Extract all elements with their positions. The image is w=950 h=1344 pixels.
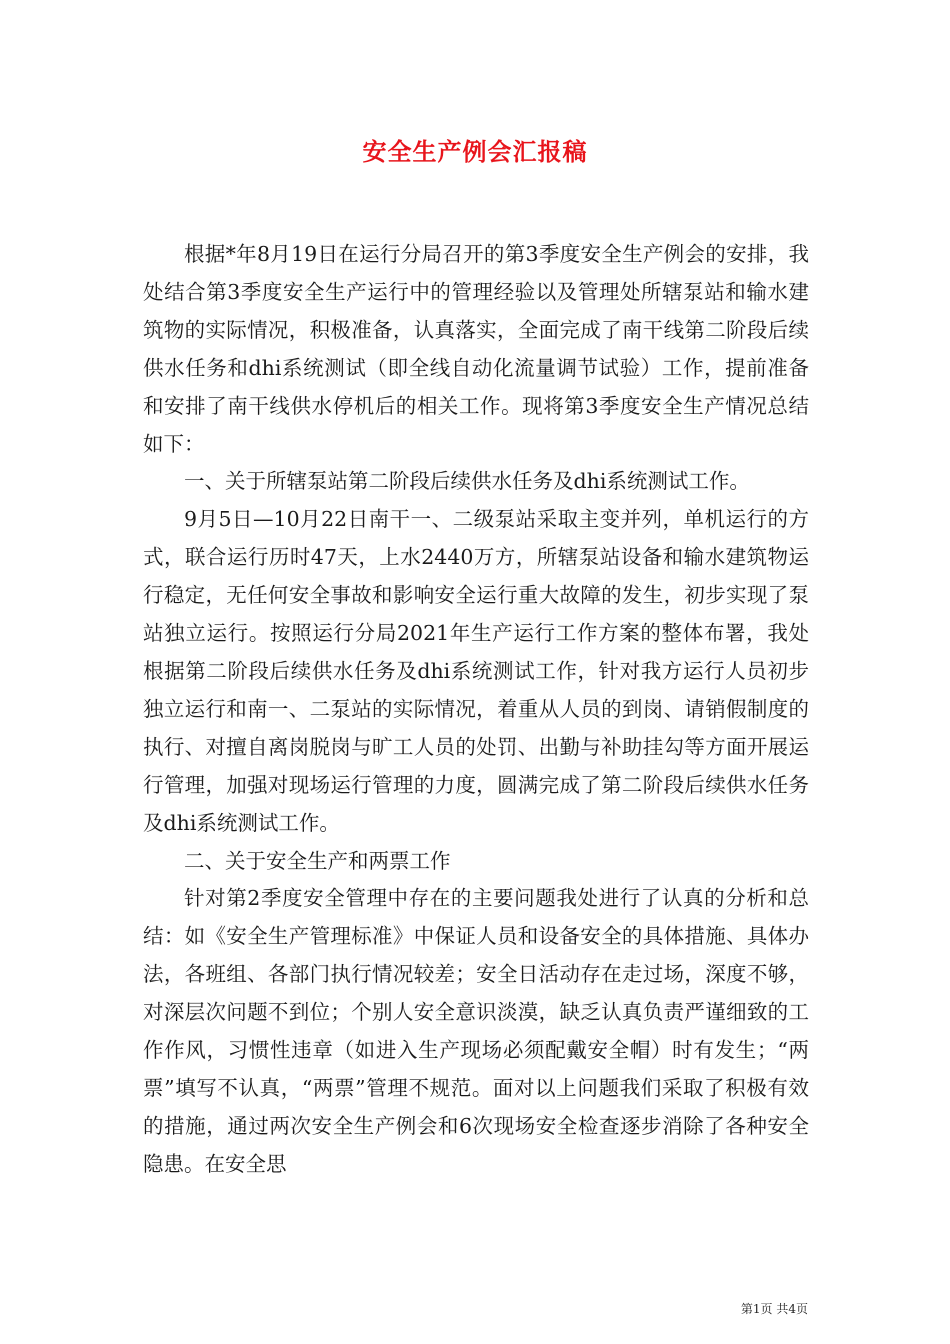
paragraph-intro: 根据*年8月19日在运行分局召开的第3季度安全生产例会的安排，我处结合第3季度安全生产运行中的管理经验以及管理处所辖泵站和输水建筑物的实际情况，积极准备，认真落实，全面完成了南干线第二阶段后续供水任务和dhi系统测试（即全线自动化流量调节试验）工作，提前准备和安排了南干线供水停机后的相关工作。现将第3季度安全生产情况总结如下： [143,242,809,456]
section-heading-1: 一、关于所辖泵站第二阶段后续供水任务及dhi系统测试工作。 [184,469,750,494]
paragraph-section-1: 9月5日—10月22日南干一、二级泵站采取主变并列，单机运行的方式，联合运行历时47天，上水2440万方，所辖泵站设备和输水建筑物运行稳定，无任何安全事故和影响安全运行重大故障的发生，初步实现了泵站独立运行。按照运行分局2021年生产运行工作方案的整体布署，我处根据第二阶段后续供水任务及dhi系统测试工作，针对我方运行人员初步独立运行和南一、二泵站的实际情况，着重从人员的到岗、请销假制度的执行、对擅自离岗脱岗与旷工人员的处罚、出勤与补助挂勾等方面开展运行管理，加强对现场运行管理的力度，圆满完成了第二阶段后续供水任务及dhi系统测试工作。 [143,507,809,835]
paragraph-section-2: 针对第2季度安全管理中存在的主要问题我处进行了认真的分析和总结：如《安全生产管理标准》中保证人员和设备安全的具体措施、具体办法，各班组、各部门执行情况较差；安全日活动存在走过场，深度不够，对深层次问题不到位；个别人安全意识淡漠，缺乏认真负责严谨细致的工作作风，习惯性违章（如进入生产现场必须配戴安全帽）时有发生；“两票”填写不认真，“两票”管理不规范。面对以上问题我们采取了积极有效的措施，通过两次安全生产例会和6次现场安全检查逐步消除了各种安全隐患。在安全思 [143,886,809,1176]
page-number: 第1页 共4页 [740,1302,808,1316]
section-heading-2: 二、关于安全生产和两票工作 [184,848,451,873]
document-body [143,236,809,1184]
document-title: 安全生产例会汇报稿 [362,137,588,166]
